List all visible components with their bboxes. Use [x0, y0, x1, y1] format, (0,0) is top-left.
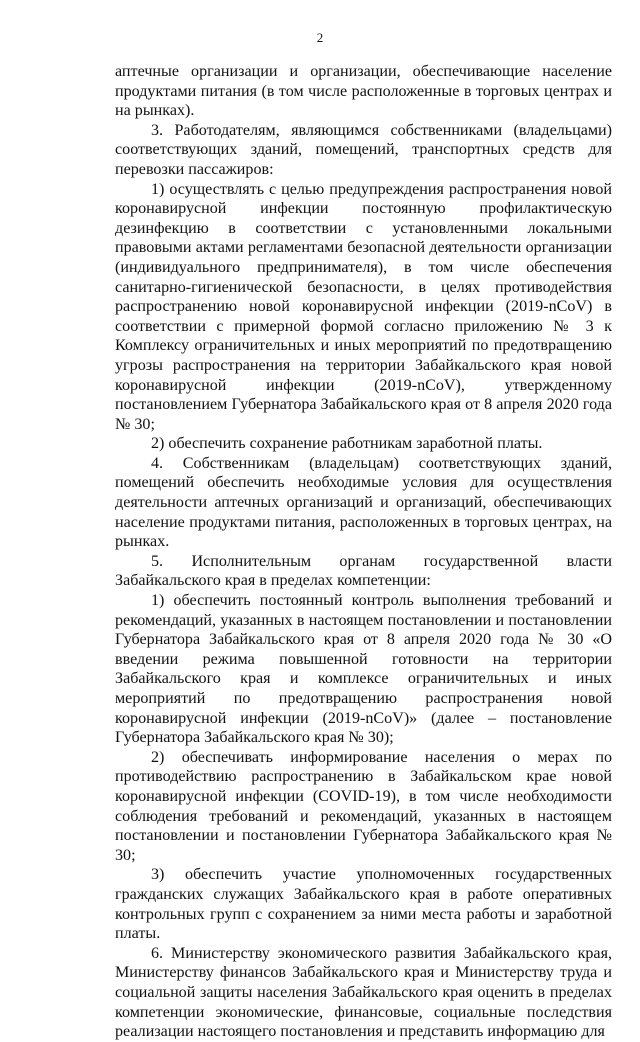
- paragraph: 3. Работодателям, являющимся собственниками (владельцами) соответствующих зданий, помещений, транспортных средств для перевозки пассажиров:: [115, 121, 612, 178]
- paragraph: 3) обеспечить участие уполномоченных государственных гражданских служащих Забайкальского края в работе оперативных контрольных групп с сохранением за ними места работы и заработной платы.: [115, 866, 612, 943]
- page-number: 2: [316, 30, 324, 45]
- paragraph: 1) осуществлять с целью предупреждения распространения новой коронавирусной инфекции постоянную профилактическую дезинфекцию в соответствии с установленными локальными правовыми актами регламентами безопасной деятельности организации (индивидуального предпринимателя), в том числе обеспечения санитарно-гигиенической безопасности, в целях противодействия распространению новой коронавирусной инфекции (2019-nCoV) в соответствии с примерной формой согласно приложению № 3 к Комплексу ограничительных и иных мероприятий по предотвращению угрозы распространения на территории Забайкальского края новой коронавирусной инфекции (2019-nCoV), утвержденному постановлением Губернатора Забайкальского края от 8 апреля 2020 года № 30;: [115, 180, 612, 433]
- paragraph: аптечные организации и организации, обеспечивающие население продуктами питания (в том числе расположенные в торговых центрах и на рынках).: [115, 63, 612, 120]
- document-body: [115, 62, 612, 1042]
- paragraph: 2) обеспечить сохранение работникам заработной платы.: [151, 435, 543, 453]
- paragraph: 6. Министерству экономического развития Забайкальского края, Министерству финансов Забайкальского края и Министерству труда и социальной защиты населения Забайкальского края оценить в пределах компетенции экономические, финансовые, социальные последствия реализации настоящего постановления и представить информацию для: [115, 944, 612, 1041]
- paragraph: 5. Исполнительным органам государственной власти Забайкальского края в пределах компетенции:: [115, 552, 612, 590]
- paragraph: 4. Собственникам (владельцам) соответствующих зданий, помещений обеспечить необходимые условия для осуществления деятельности аптечных организаций и организаций, обеспечивающих население продуктами питания, расположенных в торговых центрах, на рынках.: [115, 454, 612, 551]
- paragraph: 1) обеспечить постоянный контроль выполнения требований и рекомендаций, указанных в настоящем постановлении и постановлении Губернатора Забайкальского края от 8 апреля 2020 года № 30 «О введении режима повышенной готовности на территории Забайкальского края и комплексе ограничительных и иных мероприятий по предотвращению распространения новой коронавирусной инфекции (2019-nCoV)» (далее – постановление Губернатора Забайкальского края № 30);: [115, 592, 612, 747]
- paragraph: 2) обеспечивать информирование населения о мерах по противодействию распространению в Забайкальском крае новой коронавирусной инфекции (COVID-19), в том числе необходимости соблюдения требований и рекомендаций, указанных в настоящем постановлении и постановлении Губернатора Забайкальского края № 30;: [115, 748, 612, 864]
